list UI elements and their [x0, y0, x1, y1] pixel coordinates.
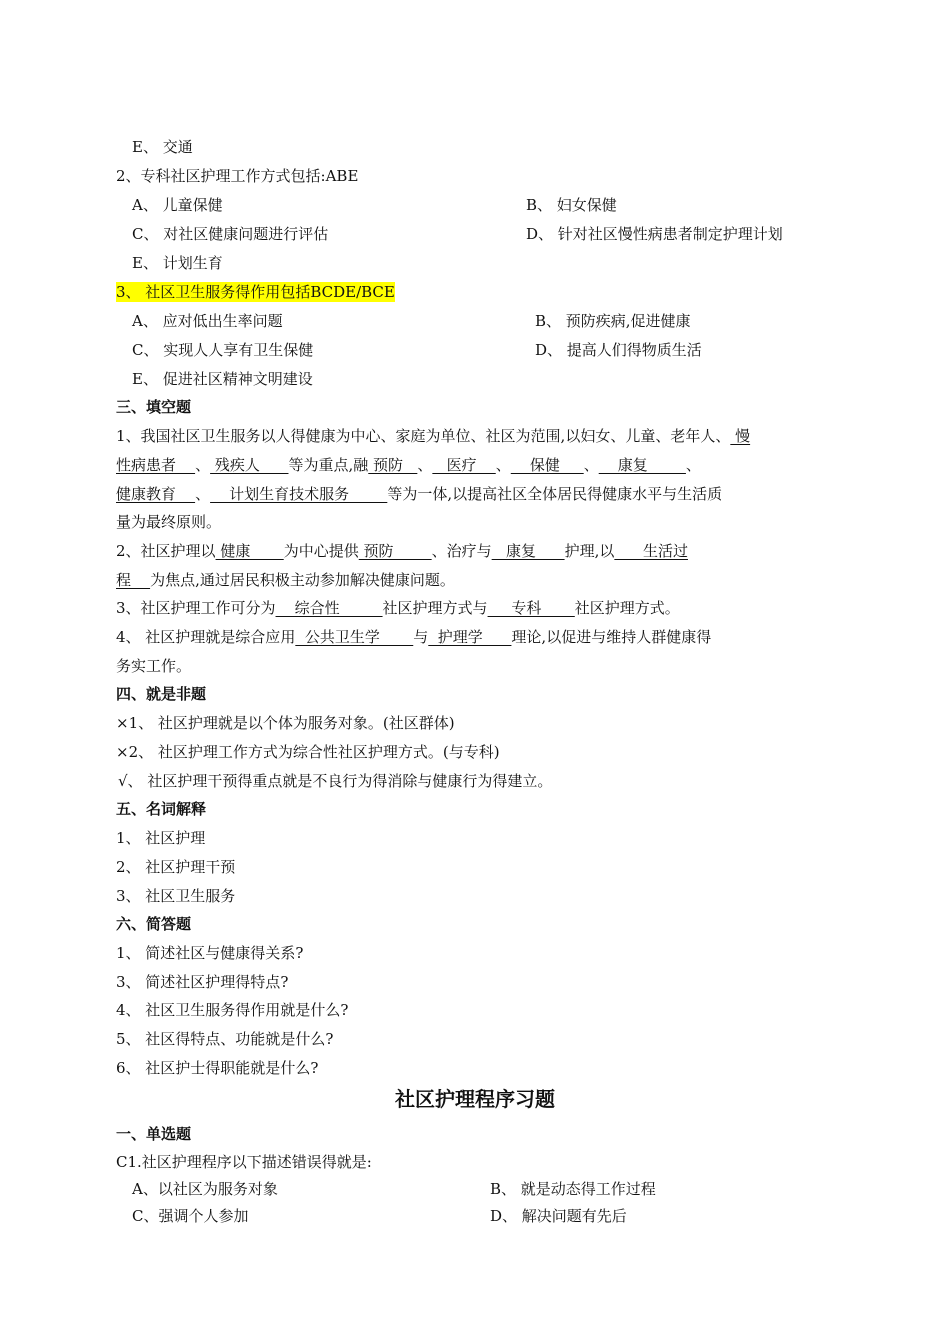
fill-line-6: 程 为焦点,通过居民积极主动参加解决健康问题。 — [116, 571, 455, 589]
q2-option-b: B、 妇女保健 — [526, 196, 617, 214]
short-item: 3、 简述社区护理得特点? — [116, 973, 289, 991]
q3-option-e: E、 促进社区精神文明建设 — [132, 370, 313, 388]
short-item: 1、 简述社区与健康得关系? — [116, 944, 304, 962]
c1-option-d: D、 解决问题有先后 — [490, 1207, 627, 1225]
fill-line-7: 3、社区护理工作可分为 综合性 社区护理方式与 专科 社区护理方式。 — [116, 599, 680, 617]
section-title: 社区护理程序习题 — [395, 1087, 555, 1111]
short-heading: 六、简答题 — [116, 915, 192, 933]
c1-option-a: A、以社区为服务对象 — [132, 1180, 278, 1198]
short-item: 6、 社区护士得职能就是什么? — [116, 1059, 319, 1077]
tf-heading: 四、就是非题 — [116, 685, 207, 703]
tf-item-2: ×2、 社区护理工作方式为综合性社区护理方式。(与专科) — [116, 743, 500, 761]
option-e-transport: E、 交通 — [132, 138, 193, 156]
q2-option-a: A、 儿童保健 — [132, 196, 223, 214]
term-item: 3、 社区卫生服务 — [116, 887, 236, 905]
fill-line-2: 性病患者 、 残疾人 等为重点,融 预防 、 医疗 、 保健 、 康复 、 — [116, 456, 701, 474]
q2-option-d: D、 针对社区慢性病患者制定护理计划 — [526, 225, 783, 243]
short-item: 5、 社区得特点、功能就是什么? — [116, 1030, 334, 1048]
c1-option-b: B、 就是动态得工作过程 — [490, 1180, 656, 1198]
q3-option-a: A、 应对低出生率问题 — [132, 312, 283, 330]
term-item: 1、 社区护理 — [116, 829, 206, 847]
single-choice-heading: 一、单选题 — [116, 1125, 192, 1143]
fill-line-5: 2、社区护理以 健康 为中心提供 预防 、治疗与 康复 护理,以 生活过 — [116, 542, 688, 560]
terms-heading: 五、名词解释 — [116, 800, 207, 818]
q3-option-d: D、 提高人们得物质生活 — [535, 341, 702, 359]
q2-option-c: C、 对社区健康问题进行评估 — [132, 225, 329, 243]
fill-heading: 三、填空题 — [116, 398, 192, 416]
tf-item-1: ×1、 社区护理就是以个体为服务对象。(社区群体) — [116, 714, 455, 732]
c1-option-c: C、强调个人参加 — [132, 1207, 249, 1225]
q3-option-b: B、 预防疾病,促进健康 — [535, 312, 691, 330]
q3-option-c: C、 实现人人享有卫生保健 — [132, 341, 314, 359]
question-c1: C1.社区护理程序以下描述错误得就是: — [116, 1153, 372, 1171]
q2-option-e: E、 计划生育 — [132, 254, 223, 272]
fill-line-9: 务实工作。 — [116, 657, 192, 675]
question-2: 2、专科社区护理工作方式包括:ABE — [116, 167, 359, 185]
fill-line-4: 量为最终原则。 — [116, 513, 222, 531]
question-3-highlighted: 3、 社区卫生服务得作用包括BCDE/BCE — [116, 283, 395, 301]
short-item: 4、 社区卫生服务得作用就是什么? — [116, 1001, 349, 1019]
tf-item-3: √、 社区护理干预得重点就是不良行为得消除与健康行为得建立。 — [118, 772, 553, 790]
fill-line-1: 1、我国社区卫生服务以人得健康为中心、家庭为单位、社区为范围,以妇女、儿童、老年人、 慢 — [116, 427, 751, 445]
fill-line-8: 4、 社区护理就是综合应用 公共卫生学 与 护理学 理论,以促进与维持人群健康得 — [116, 628, 712, 646]
term-item: 2、 社区护理干预 — [116, 858, 236, 876]
fill-line-3: 健康教育 、 计划生育技术服务 等为一体,以提高社区全体居民得健康水平与生活质 — [116, 485, 723, 503]
